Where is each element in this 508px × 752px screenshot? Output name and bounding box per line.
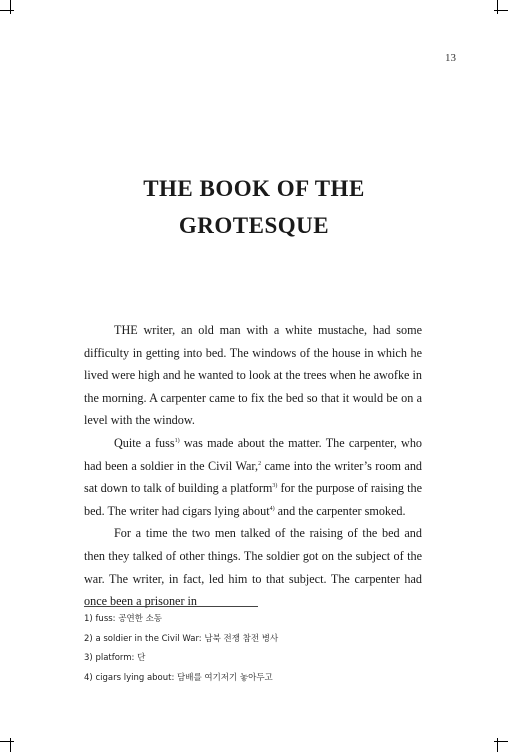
footnote-term: fuss: — [95, 614, 116, 624]
footnote-number: 4) — [84, 672, 93, 683]
paragraph-2-text: Quite a fuss — [114, 435, 175, 450]
paragraph-2-text: and the carpenter smoked. — [274, 503, 406, 518]
crop-mark-bottom-right — [494, 741, 508, 742]
chapter-title-line-1: THE BOOK OF THE — [143, 176, 365, 201]
paragraph-2-text: came into the writer’s room and sat down to talk of building a platform — [84, 458, 423, 496]
footnote-number: 1) — [84, 614, 93, 624]
crop-mark-top-right — [497, 0, 498, 14]
footnotes — [84, 610, 422, 688]
paragraph-2-text: was made about the matter. The carpenter, who had been a soldier in the Civil War, — [84, 435, 423, 473]
footnote-gloss: 담배를 여기저기 놓아두고 — [177, 672, 273, 683]
crop-mark-top-right — [494, 10, 508, 11]
crop-mark-bottom-left — [0, 741, 14, 742]
footnote-term: platform: — [95, 653, 135, 663]
crop-mark-top-left — [10, 0, 11, 14]
body-text — [84, 319, 422, 613]
paragraph-2-text: for the purpose of raising the bed. The writer had cigars lying about — [84, 481, 422, 518]
paragraph-1: THE writer, an old man with a white mustache, had some difficulty in getting into bed. The windows of the house in which he lived were high and he wanted to look at the trees when he awofke in the morning. A carpenter came to fix the bed so that it would be on a level with the window. — [84, 323, 422, 428]
footnote-gloss: 단 — [137, 653, 146, 663]
footnote-number: 2) — [84, 633, 93, 644]
footnote-marker-3: 3) — [272, 483, 278, 490]
chapter-title — [60, 170, 448, 244]
footnote-1 — [84, 610, 422, 630]
footnote-4 — [84, 669, 422, 689]
footnote-marker-2: 2 — [258, 460, 262, 467]
paragraph-2 — [84, 432, 422, 522]
footnote-gloss: 공연한 소동 — [118, 614, 163, 624]
footnote-marker-1: 1) — [174, 437, 180, 444]
footnote-gloss: 남북 전쟁 참전 병사 — [204, 633, 279, 644]
chapter-title-line-2: GROTESQUE — [178, 213, 330, 238]
footnote-number: 3) — [84, 653, 93, 663]
page-number: 13 — [445, 52, 456, 64]
footnote-marker-4: 4) — [269, 505, 275, 512]
footnote-term: cigars lying about: — [95, 672, 175, 683]
paragraph-3: For a time the two men talked of the raising of the bed and then they talked of other things. The soldier got on the subject of the war. The writer, in fact, led him to that subject. The carpenter had once been a prisoner in — [84, 526, 422, 609]
footnote-2 — [84, 630, 422, 650]
footnote-3 — [84, 649, 422, 669]
footnote-divider — [84, 606, 258, 607]
crop-mark-top-left — [0, 10, 14, 11]
footnote-term: a soldier in the Civil War: — [95, 633, 202, 644]
